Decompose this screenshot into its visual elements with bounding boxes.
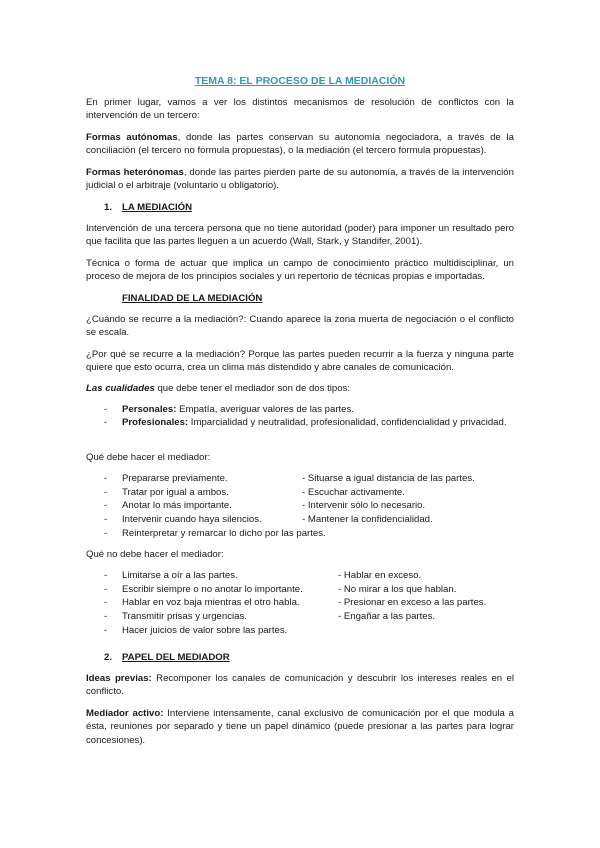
autonomas-term: Formas autónomas bbox=[86, 132, 178, 143]
porque-question: ¿Por qué se recurre a la mediación? Porque las partes pueden recurrir a la fuerza y ninguna parte quiere que esto ocurra, crea un clima más distendido y abre canales de comunicación. bbox=[86, 349, 514, 374]
page-title: TEMA 8: EL PROCESO DE LA MEDIACIÓN bbox=[194, 75, 406, 87]
list-item: - Tratar por igual a ambos. - Escuchar activamente. bbox=[104, 486, 405, 498]
cualidades-term: Las cualidades bbox=[86, 383, 155, 394]
intro-paragraph: En primer lugar, vamos a ver los distintos mecanismos de resolución de conflictos con la intervención de un tercero: bbox=[86, 97, 514, 122]
section1-number: 1. bbox=[104, 202, 113, 213]
list-item: - Hablar en voz baja mientras el otro habla. - Presionar en exceso a las partes. bbox=[104, 597, 487, 609]
list-item: - Limitarse a oír a las partes. - Hablar en exceso. bbox=[104, 570, 422, 581]
section2-number: 2. bbox=[104, 652, 113, 663]
cuando-question: ¿Cuándo se recurre a la mediación?: Cuando aparece la zona muerta de negociación o el conflicto se escala. bbox=[86, 314, 514, 339]
mediador-activo-term: Mediador activo: bbox=[86, 708, 164, 719]
mediacion-definition: Intervención de una tercera persona que no tiene autoridad (poder) para imponer un resultado pero que facilita que las partes lleguen a un acuerdo (Wall, Stark, y Standifer, 2001). bbox=[86, 223, 514, 248]
debe-list bbox=[86, 472, 516, 540]
list-item: - Escribir siempre o no anotar lo importante. - No mirar a los que hablan. bbox=[104, 583, 457, 595]
list-item: - Transmitir prisas y urgencias. - Engañar a las partes. bbox=[104, 611, 436, 623]
list-item: - Intervenir cuando haya silencios. - Mantener la confidencialidad. bbox=[104, 514, 433, 526]
list-item: - Prepararse previamente. - Situarse a igual distancia de las partes. bbox=[104, 473, 475, 484]
finalidad-heading: FINALIDAD DE LA MEDIACIÓN bbox=[122, 293, 263, 304]
section1-heading: LA MEDIACIÓN bbox=[122, 202, 192, 213]
list-item: - Anotar lo más importante. - Intervenir sólo lo necesario. bbox=[104, 500, 426, 512]
cualidades-intro: Las cualidades que debe tener el mediador son de dos tipos: bbox=[86, 383, 351, 394]
autonomas-paragraph: Formas autónomas, donde las partes conservan su autonomía negociadora, a través de la conciliación (el tercero no formula propuestas), o la mediación (el tercero formula propuestas). bbox=[86, 132, 514, 157]
list-item: - Reinterpretar y remarcar lo dicho por las partes. bbox=[104, 527, 326, 539]
heteronomas-paragraph: Formas heterónomas, donde las partes pierden parte de su autonomía, a través de la intervención judicial o el arbitraje (voluntario u obligatorio). bbox=[86, 167, 514, 192]
mediador-activo-paragraph: Mediador activo: Interviene intensamente, canal exclusivo de comunicación por el que modula a ésta, reuniones por separado y tiene un papel dinámico (puede presionar a las partes para lograr concesiones). bbox=[86, 708, 514, 746]
mediacion-technique: Técnica o forma de actuar que implica un campo de conocimiento práctico multidisciplinar, un proceso de mejora de los principios sociales y un repertorio de técnicas propias e importadas. bbox=[86, 258, 514, 283]
list-item: - Personales: Empatía, averiguar valores de las partes. bbox=[104, 404, 354, 415]
ideas-previas-paragraph: Ideas previas: Recomponer los canales de comunicación y descubrir los intereses reales en el conflicto. bbox=[86, 673, 514, 698]
ideas-previas-term: Ideas previas: bbox=[86, 673, 152, 684]
nodebe-intro: Qué no debe hacer el mediador: bbox=[86, 549, 224, 560]
list-item: - Hacer juicios de valor sobre las partes. bbox=[104, 624, 288, 636]
cualidades-list bbox=[86, 403, 514, 430]
section2-heading: PAPEL DEL MEDIADOR bbox=[122, 652, 230, 663]
heteronomas-term: Formas heterónomas bbox=[86, 167, 184, 178]
list-item: - Profesionales: Imparcialidad y neutralidad, profesionalidad, confidencialidad y privacidad. bbox=[104, 417, 507, 429]
debe-intro: Qué debe hacer el mediador: bbox=[86, 452, 211, 463]
nodebe-list bbox=[86, 569, 516, 637]
